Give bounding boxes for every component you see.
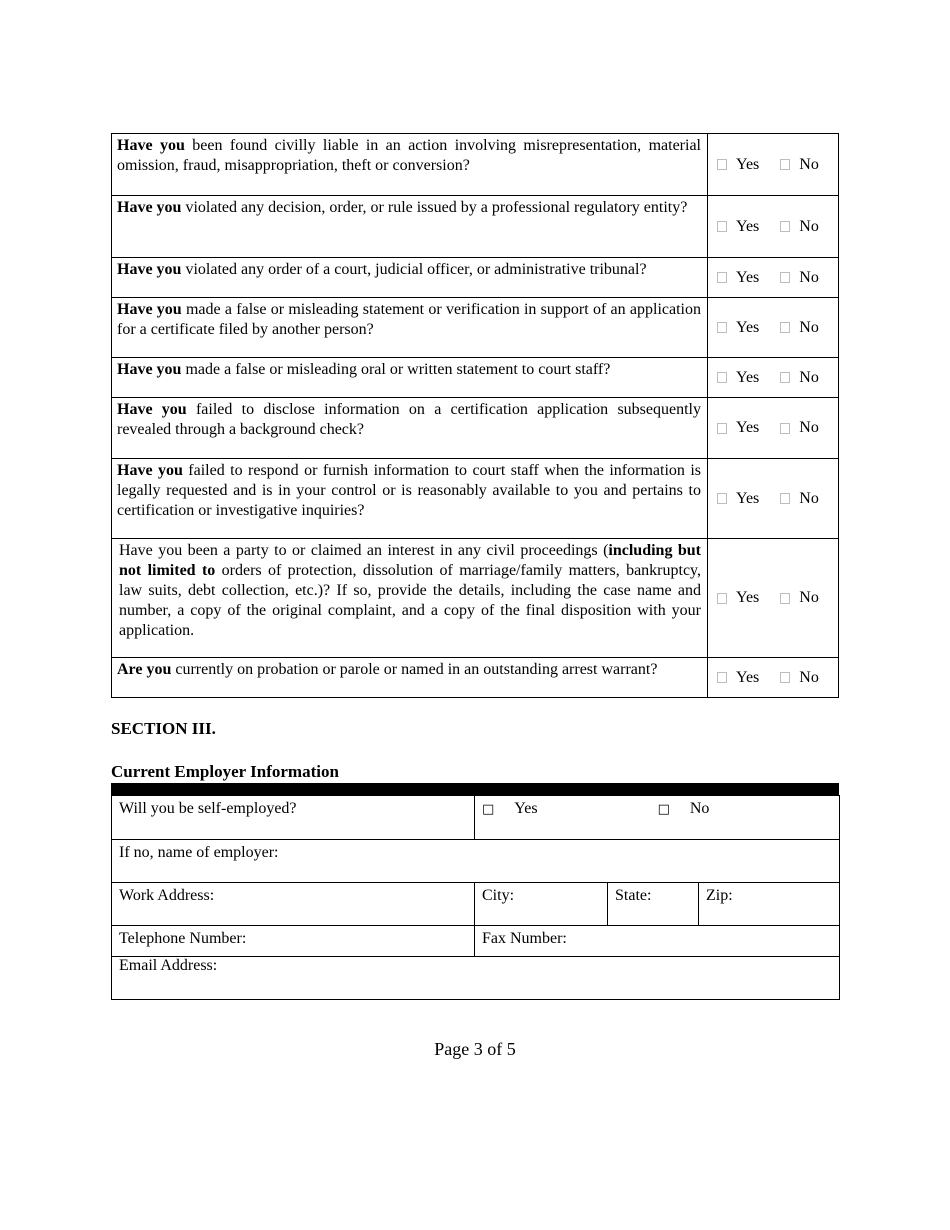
question-text: made a false or misleading statement or verification in support of an application for a certificate filed by another person? — [117, 301, 701, 338]
no-checkbox[interactable] — [780, 221, 790, 232]
self-employed-options — [475, 796, 840, 840]
question-cell — [112, 258, 708, 298]
yes-label: Yes — [736, 318, 760, 336]
no-checkbox[interactable] — [780, 322, 790, 333]
no-checkbox[interactable] — [780, 493, 790, 504]
no-label: No — [799, 368, 819, 386]
no-checkbox[interactable] — [780, 159, 790, 170]
question-row — [112, 258, 839, 298]
yes-checkbox[interactable] — [717, 593, 727, 604]
yes-label: Yes — [736, 217, 760, 235]
yes-checkbox[interactable] — [717, 272, 727, 283]
no-label: No — [799, 668, 819, 686]
question-text-bold: including but not limited to — [119, 542, 702, 579]
question-lead: Are you — [117, 661, 172, 678]
state-field[interactable]: State: — [608, 883, 699, 926]
question-cell — [112, 298, 708, 358]
no-checkbox[interactable] — [780, 423, 790, 434]
question-text: currently on probation or parole or named in an outstanding arrest warrant? — [171, 661, 658, 678]
question-lead: Have you — [117, 361, 182, 378]
telephone-field[interactable]: Telephone Number: — [112, 926, 475, 957]
no-label: No — [799, 155, 819, 173]
question-cell — [112, 658, 708, 698]
no-label: No — [689, 800, 710, 817]
question-row — [112, 459, 839, 539]
yes-checkbox[interactable] — [717, 159, 727, 170]
question-text-pre: Have you been a party to or claimed an interest in any civil proceedings ( — [119, 542, 609, 559]
phone-row — [112, 926, 840, 957]
question-text: violated any decision, order, or rule issued by a professional regulatory entity? — [181, 199, 688, 216]
no-checkbox[interactable]: □ — [657, 802, 670, 817]
answer-cell — [708, 134, 839, 196]
yes-checkbox[interactable] — [717, 493, 727, 504]
question-lead: Have you — [117, 137, 185, 154]
answer-cell — [708, 459, 839, 539]
yes-label: Yes — [736, 589, 760, 606]
question-text-post: orders of protection, dissolution of marriage/family matters, bankruptcy, law suits, debt collection, etc.)? If so, provide the details, including the case name and number, a copy of the original complaint, and a copy of the final disposition with your application. — [119, 562, 702, 639]
question-text: failed to disclose information on a certification application subsequently revealed through a background check? — [117, 401, 701, 438]
city-field[interactable]: City: — [475, 883, 608, 926]
work-address-field[interactable]: Work Address: — [112, 883, 475, 926]
question-lead: Have you — [117, 462, 183, 479]
employer-name-row — [112, 840, 840, 883]
no-label: No — [799, 318, 819, 336]
no-label: No — [799, 419, 819, 436]
question-row — [112, 539, 839, 658]
yes-label: Yes — [736, 268, 760, 286]
no-label: No — [799, 268, 819, 286]
question-text: been found civilly liable in an action involving misrepresentation, material omission, fraud, misappropriation, theft or conversion? — [117, 137, 701, 174]
question-row — [112, 298, 839, 358]
question-row — [112, 196, 839, 258]
address-row — [112, 883, 840, 926]
no-checkbox[interactable] — [780, 272, 790, 283]
question-row — [112, 398, 839, 459]
question-row — [112, 658, 839, 698]
yes-label: Yes — [514, 800, 538, 817]
yes-label: Yes — [736, 155, 760, 173]
no-label: No — [799, 489, 819, 507]
question-row — [112, 358, 839, 398]
no-label: No — [799, 217, 819, 235]
yes-checkbox[interactable] — [717, 221, 727, 232]
questions-table — [111, 133, 839, 698]
section-subtitle: Current Employer Information — [111, 762, 339, 781]
no-label: No — [799, 589, 819, 606]
question-cell — [112, 134, 708, 196]
zip-field[interactable]: Zip: — [699, 883, 840, 926]
no-checkbox[interactable] — [780, 593, 790, 604]
question-lead: Have you — [117, 401, 187, 418]
question-text: violated any order of a court, judicial officer, or administrative tribunal? — [181, 261, 647, 278]
yes-checkbox[interactable] — [717, 672, 727, 683]
yes-label: Yes — [736, 368, 760, 386]
answer-cell — [708, 398, 839, 459]
page-number: Page 3 of 5 — [434, 1039, 516, 1059]
answer-cell — [708, 658, 839, 698]
self-employed-label: Will you be self-employed? — [112, 796, 475, 840]
question-row — [112, 134, 839, 196]
answer-cell — [708, 539, 839, 658]
answer-cell — [708, 358, 839, 398]
no-checkbox[interactable] — [780, 372, 790, 383]
question-cell — [112, 459, 708, 539]
question-cell — [112, 196, 708, 258]
employer-table — [111, 795, 840, 1000]
question-cell — [112, 398, 708, 459]
email-field[interactable]: Email Address: — [112, 957, 840, 1000]
answer-cell — [708, 196, 839, 258]
question-lead: Have you — [117, 261, 182, 278]
question-lead: Have you — [117, 301, 182, 318]
yes-label: Yes — [736, 489, 760, 507]
answer-cell — [708, 298, 839, 358]
question-cell — [112, 358, 708, 398]
no-checkbox[interactable] — [780, 672, 790, 683]
self-employed-row — [112, 796, 840, 840]
section-title: SECTION III. — [111, 719, 216, 738]
yes-label: Yes — [736, 419, 760, 436]
employer-name-field[interactable]: If no, name of employer: — [112, 840, 840, 883]
question-cell — [112, 539, 708, 658]
question-text: made a false or misleading oral or written statement to court staff? — [181, 361, 611, 378]
yes-checkbox[interactable] — [717, 372, 727, 383]
yes-checkbox[interactable]: □ — [482, 802, 495, 817]
question-lead: Have you — [117, 199, 182, 216]
yes-checkbox[interactable] — [717, 423, 727, 434]
fax-field[interactable]: Fax Number: — [475, 926, 840, 957]
header-bar — [111, 783, 839, 795]
yes-checkbox[interactable] — [717, 322, 727, 333]
answer-cell — [708, 258, 839, 298]
yes-label: Yes — [736, 668, 760, 686]
question-text: failed to respond or furnish information to court staff when the information is legally requested and is in your control or is reasonably available to you and pertains to certification or investigative inquiries? — [117, 462, 701, 519]
email-row — [112, 957, 840, 1000]
